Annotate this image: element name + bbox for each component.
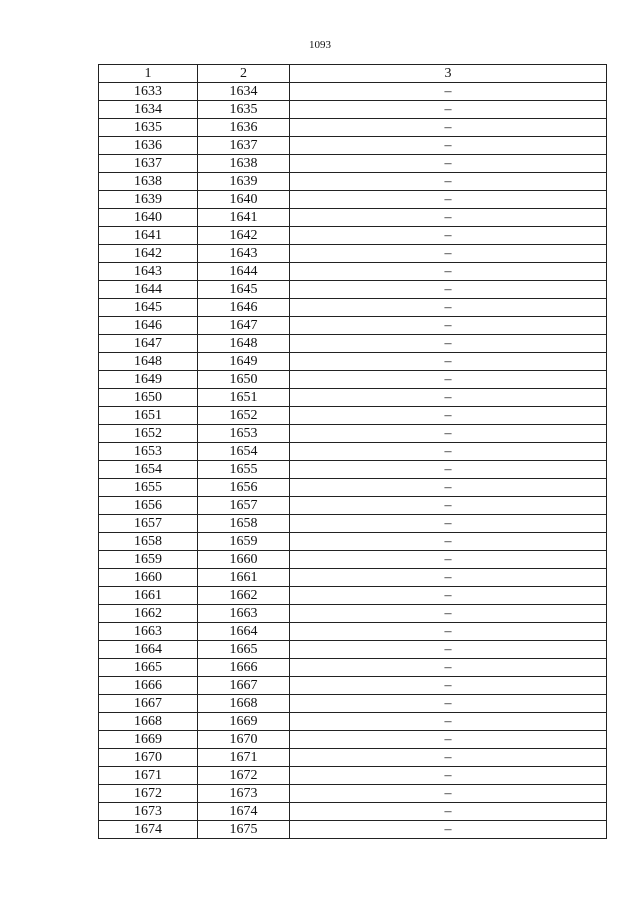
table-row <box>99 119 607 137</box>
table-cell: – <box>290 767 607 785</box>
table-cell: 1656 <box>198 479 290 497</box>
table-cell: 1637 <box>99 155 198 173</box>
table-cell: – <box>290 515 607 533</box>
table-row <box>99 569 607 587</box>
table-cell: 1641 <box>198 209 290 227</box>
table-cell: – <box>290 749 607 767</box>
table-cell: – <box>290 119 607 137</box>
table-cell: – <box>290 461 607 479</box>
table-row <box>99 299 607 317</box>
table-row <box>99 371 607 389</box>
table-cell: 1647 <box>99 335 198 353</box>
table-cell: 1655 <box>198 461 290 479</box>
table-row <box>99 353 607 371</box>
header-row <box>99 65 607 83</box>
table-cell: – <box>290 803 607 821</box>
table-row <box>99 695 607 713</box>
table-cell: 1673 <box>99 803 198 821</box>
page-number: 1093 <box>309 39 331 51</box>
table-row <box>99 245 607 263</box>
table-cell: 1657 <box>198 497 290 515</box>
table-cell: – <box>290 695 607 713</box>
table-row <box>99 587 607 605</box>
table-cell: 1650 <box>198 371 290 389</box>
table-cell: 1640 <box>99 209 198 227</box>
table-cell: 1657 <box>99 515 198 533</box>
table-cell: 1636 <box>99 137 198 155</box>
table-cell: 1671 <box>198 749 290 767</box>
table-cell: 1672 <box>99 785 198 803</box>
data-table <box>98 64 607 839</box>
table-row <box>99 389 607 407</box>
table-cell: 1659 <box>198 533 290 551</box>
table-cell: – <box>290 137 607 155</box>
table-cell: – <box>290 443 607 461</box>
table-cell: 1667 <box>99 695 198 713</box>
table-cell: 1673 <box>198 785 290 803</box>
table-cell: 1653 <box>99 443 198 461</box>
table-cell: 1646 <box>198 299 290 317</box>
table-cell: 1651 <box>99 407 198 425</box>
table-cell: 1660 <box>99 569 198 587</box>
table-row <box>99 479 607 497</box>
table-cell: – <box>290 497 607 515</box>
column-header: 2 <box>198 65 290 83</box>
table-row <box>99 227 607 245</box>
table-cell: – <box>290 551 607 569</box>
table-cell: – <box>290 353 607 371</box>
table-cell: 1668 <box>99 713 198 731</box>
table-cell: 1666 <box>198 659 290 677</box>
table-cell: 1638 <box>99 173 198 191</box>
table-row <box>99 821 607 839</box>
table-cell: – <box>290 245 607 263</box>
table-cell: 1654 <box>198 443 290 461</box>
table-cell: 1645 <box>99 299 198 317</box>
table-cell: 1663 <box>198 605 290 623</box>
table-cell: 1649 <box>99 371 198 389</box>
table-row <box>99 713 607 731</box>
table-cell: 1667 <box>198 677 290 695</box>
table-cell: – <box>290 173 607 191</box>
table-cell: 1660 <box>198 551 290 569</box>
table-cell: 1670 <box>198 731 290 749</box>
table-cell: 1639 <box>198 173 290 191</box>
table-cell: – <box>290 407 607 425</box>
table-cell: 1664 <box>198 623 290 641</box>
table-cell: 1645 <box>198 281 290 299</box>
table-cell: 1653 <box>198 425 290 443</box>
table-cell: – <box>290 371 607 389</box>
table-cell: – <box>290 317 607 335</box>
table-row <box>99 515 607 533</box>
table-cell: 1641 <box>99 227 198 245</box>
table-row <box>99 659 607 677</box>
table-cell: 1662 <box>198 587 290 605</box>
table-header <box>99 65 607 83</box>
table-cell: 1639 <box>99 191 198 209</box>
table-cell: – <box>290 605 607 623</box>
table-cell: – <box>290 299 607 317</box>
table-cell: 1649 <box>198 353 290 371</box>
table-cell: 1638 <box>198 155 290 173</box>
table-row <box>99 263 607 281</box>
table-cell: – <box>290 821 607 839</box>
table-cell: 1652 <box>198 407 290 425</box>
table-cell: 1664 <box>99 641 198 659</box>
table-cell: 1655 <box>99 479 198 497</box>
table-row <box>99 173 607 191</box>
table-cell: 1675 <box>198 821 290 839</box>
column-header: 3 <box>290 65 607 83</box>
table-cell: – <box>290 83 607 101</box>
table-row <box>99 461 607 479</box>
table-cell: – <box>290 263 607 281</box>
table-cell: 1658 <box>99 533 198 551</box>
table-row <box>99 803 607 821</box>
table-cell: 1654 <box>99 461 198 479</box>
table-cell: 1635 <box>99 119 198 137</box>
table-row <box>99 335 607 353</box>
table-row <box>99 443 607 461</box>
table-row <box>99 83 607 101</box>
table-cell: – <box>290 641 607 659</box>
table-row <box>99 281 607 299</box>
table-cell: – <box>290 425 607 443</box>
column-header: 1 <box>99 65 198 83</box>
table-row <box>99 407 607 425</box>
table-cell: – <box>290 155 607 173</box>
table-row <box>99 101 607 119</box>
table-cell: 1643 <box>99 263 198 281</box>
table-cell: 1642 <box>198 227 290 245</box>
table-cell: 1643 <box>198 245 290 263</box>
table-cell: 1662 <box>99 605 198 623</box>
table-cell: 1644 <box>198 263 290 281</box>
table-cell: – <box>290 209 607 227</box>
table-cell: – <box>290 533 607 551</box>
table-cell: – <box>290 659 607 677</box>
table-row <box>99 497 607 515</box>
table-row <box>99 641 607 659</box>
table-cell: 1633 <box>99 83 198 101</box>
table-cell: 1671 <box>99 767 198 785</box>
table-cell: 1652 <box>99 425 198 443</box>
table-cell: 1670 <box>99 749 198 767</box>
table-cell: 1651 <box>198 389 290 407</box>
table-cell: 1637 <box>198 137 290 155</box>
table-cell: 1635 <box>198 101 290 119</box>
table-cell: 1647 <box>198 317 290 335</box>
table-cell: – <box>290 281 607 299</box>
table-cell: – <box>290 731 607 749</box>
table-row <box>99 749 607 767</box>
table-row <box>99 191 607 209</box>
table-body <box>99 83 607 839</box>
table-cell: – <box>290 677 607 695</box>
table-cell: 1669 <box>198 713 290 731</box>
table-cell: 1634 <box>99 101 198 119</box>
table-cell: 1636 <box>198 119 290 137</box>
table-cell: – <box>290 569 607 587</box>
table-row <box>99 317 607 335</box>
table-cell: 1663 <box>99 623 198 641</box>
table-cell: 1672 <box>198 767 290 785</box>
table-cell: 1669 <box>99 731 198 749</box>
table-row <box>99 623 607 641</box>
table-row <box>99 767 607 785</box>
table-row <box>99 785 607 803</box>
table-cell: 1648 <box>198 335 290 353</box>
table-row <box>99 731 607 749</box>
table-cell: – <box>290 713 607 731</box>
table-row <box>99 155 607 173</box>
table-cell: – <box>290 389 607 407</box>
table-cell: 1650 <box>99 389 198 407</box>
table-row <box>99 677 607 695</box>
table-cell: 1661 <box>99 587 198 605</box>
table-cell: 1656 <box>99 497 198 515</box>
table-cell: – <box>290 587 607 605</box>
table-row <box>99 551 607 569</box>
table-row <box>99 137 607 155</box>
table-cell: – <box>290 785 607 803</box>
table-cell: 1659 <box>99 551 198 569</box>
table-cell: – <box>290 335 607 353</box>
table-cell: – <box>290 227 607 245</box>
table-cell: 1665 <box>198 641 290 659</box>
table-cell: 1658 <box>198 515 290 533</box>
table-cell: 1674 <box>198 803 290 821</box>
table-cell: – <box>290 101 607 119</box>
table-cell: 1665 <box>99 659 198 677</box>
table-cell: – <box>290 191 607 209</box>
table-cell: – <box>290 623 607 641</box>
table-cell: 1648 <box>99 353 198 371</box>
table-cell: 1640 <box>198 191 290 209</box>
table-row <box>99 533 607 551</box>
table-cell: 1666 <box>99 677 198 695</box>
table-cell: 1644 <box>99 281 198 299</box>
table-cell: 1646 <box>99 317 198 335</box>
table-row <box>99 605 607 623</box>
table-row <box>99 209 607 227</box>
table-cell: – <box>290 479 607 497</box>
table-cell: 1634 <box>198 83 290 101</box>
table-cell: 1668 <box>198 695 290 713</box>
table-cell: 1661 <box>198 569 290 587</box>
table-cell: 1642 <box>99 245 198 263</box>
table-cell: 1674 <box>99 821 198 839</box>
table-row <box>99 425 607 443</box>
